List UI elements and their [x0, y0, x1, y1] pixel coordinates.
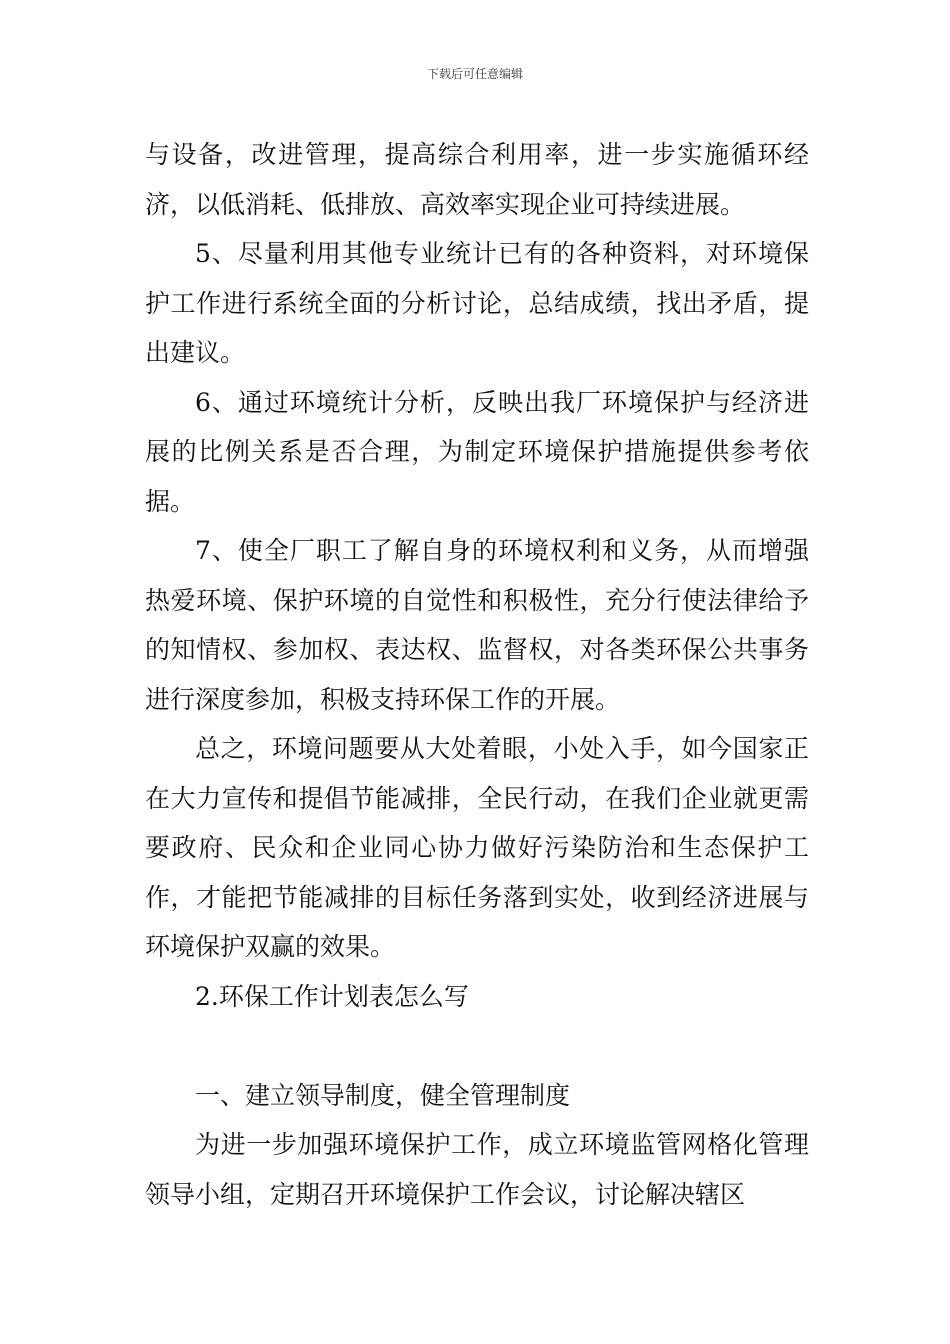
paragraph-subsection-1: 为进一步加强环境保护工作，成立环境监管网格化管理领导小组，定期召开环境保护工作会议，讨论解决辖区 — [145, 1130, 809, 1209]
paragraph-summary: 总之，环境问题要从大处着眼，小处入手，如今国家正在大力宣传和提倡节能减排，全民行动，在我们企业就更需要政府、民众和企业同心协力做好污染防治和生态保护工作，才能把节能减排的目标任务落到实处，收到经济进展与环境保护双赢的效果。 — [145, 734, 809, 961]
blank-line — [145, 1021, 809, 1071]
page-header: 下载后可任意编辑 — [426, 67, 523, 81]
subsection-heading-1: 一、建立领导制度，健全管理制度 — [195, 1080, 571, 1110]
paragraph-item-5: 5、尽量利用其他专业统计已有的各种资料，对环境保护工作进行系统全面的分析讨论，总结成绩，找出矛盾，提出建议。 — [145, 239, 809, 367]
paragraph-item-7: 7、使全厂职工了解自身的环境权利和义务，从而增强热爱环境、保护环境的自觉性和积极性，充分行使法律给予的知情权、参加权、表达权、监督权，对各类环保公共事务进行深度参加，积极支持环保工作的开展。 — [145, 536, 809, 714]
paragraph-continued: 与设备，改进管理，提高综合利用率，进一步实施循环经济，以低消耗、低排放、高效率实现企业可持续进展。 — [145, 140, 809, 219]
section-heading-2: 2.环保工作计划表怎么写 — [195, 981, 469, 1011]
paragraph-item-6: 6、通过环境统计分析，反映出我厂环境保护与经济进展的比例关系是否合理，为制定环境保护措施提供参考依据。 — [145, 387, 809, 516]
document-body — [145, 130, 809, 1219]
